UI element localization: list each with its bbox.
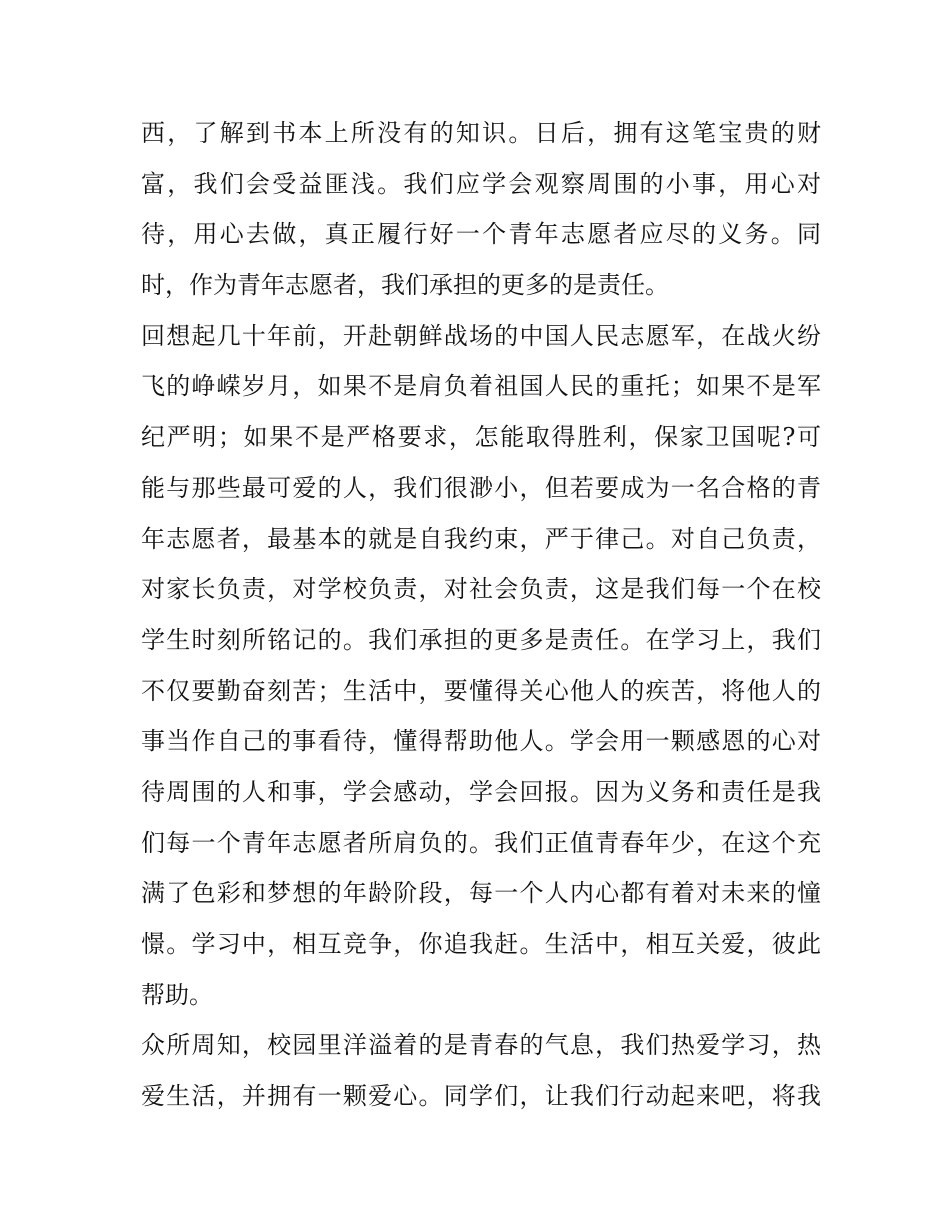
text-line: 们每一个青年志愿者所肩负的。我们正值青春年少，在这个充 (141, 828, 821, 857)
paragraph-1 (141, 108, 821, 311)
text-line: 能与那些最可爱的人，我们很渺小，但若要成为一名合格的青 (141, 473, 821, 502)
text-line: 纪严明；如果不是严格要求，怎能取得胜利，保家卫国呢?可 (141, 423, 821, 452)
text-line: 憬。学习中，相互竞争，你追我赶。生活中，相互关爱，彼此 (141, 930, 821, 958)
document-body (141, 108, 821, 1122)
paragraph-3 (141, 1020, 821, 1121)
text-line: 待周围的人和事，学会感动，学会回报。因为义务和责任是我 (141, 777, 821, 806)
text-line: 西，了解到书本上所没有的知识。日后，拥有这笔宝贵的财 (141, 119, 821, 147)
text-line: 不仅要勤奋刻苦；生活中，要懂得关心他人的疾苦，将他人的 (141, 676, 821, 705)
text-line: 待，用心去做，真正履行好一个青年志愿者应尽的义务。同 (141, 220, 821, 249)
text-line: 帮助。 (141, 980, 213, 1009)
text-line: 时，作为青年志愿者，我们承担的更多的是责任。 (141, 271, 669, 300)
text-line: 对家长负责，对学校负责，对社会负责，这是我们每一个在校 (141, 575, 821, 604)
text-line: 回想起几十年前，开赴朝鲜战场的中国人民志愿军，在战火纷 (141, 321, 821, 350)
text-line: 富，我们会受益匪浅。我们应学会观察周围的小事，用心对 (141, 169, 821, 198)
text-line: 满了色彩和梦想的年龄阶段，每一个人内心都有着对未来的憧 (141, 879, 821, 908)
paragraph-2 (141, 311, 821, 1021)
text-line: 学生时刻所铭记的。我们承担的更多是责任。在学习上，我们 (141, 625, 821, 654)
text-line: 爱生活，并拥有一颗爱心。同学们，让我们行动起来吧，将我 (141, 1082, 821, 1111)
text-line: 众所周知，校园里洋溢着的是青春的气息，我们热爱学习，热 (141, 1031, 821, 1060)
text-line: 飞的峥嵘岁月，如果不是肩负着祖国人民的重托；如果不是军 (141, 372, 821, 401)
text-line: 年志愿者，最基本的就是自我约束，严于律己。对自己负责， (141, 524, 821, 553)
text-line: 事当作自己的事看待，懂得帮助他人。学会用一颗感恩的心对 (141, 727, 821, 756)
